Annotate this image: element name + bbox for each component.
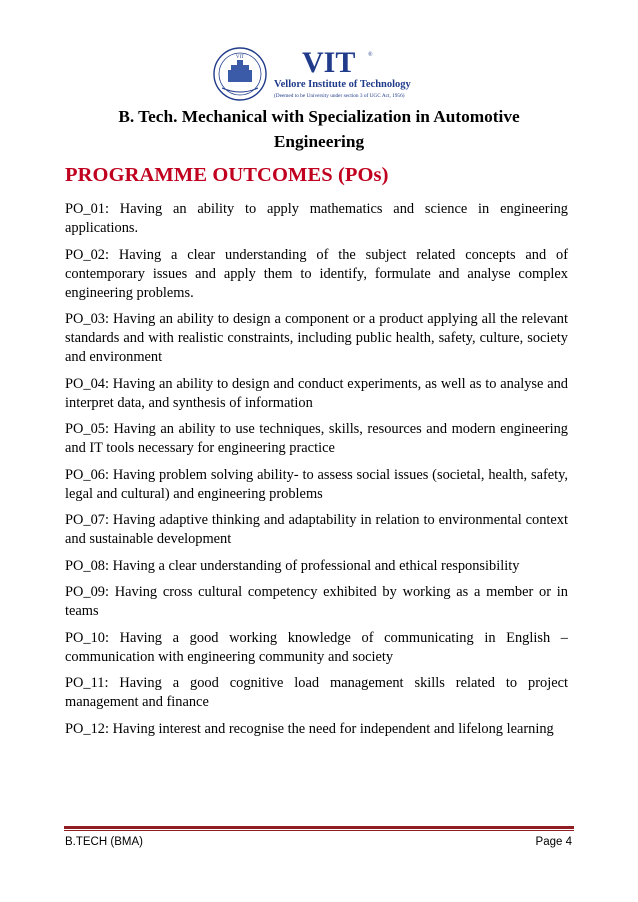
outcome-po-06: PO_06: Having problem solving ability- to assess social issues (societal, health, safety, legal and cultural) and engineering problems [65,466,568,502]
vit-seal-icon [214,48,266,100]
outcome-po-02: PO_02: Having a clear understanding of the subject related concepts and of contemporary issues and apply them to identify, formulate and analyse complex engineering problems. [65,246,568,301]
outcome-po-12: PO_12: Having interest and recognise the need for independent and lifelong learning [65,720,554,737]
outcome-po-07: PO_07: Having adaptive thinking and adaptability in relation to environmental context and sustainable development [65,512,568,547]
footer-program-code: B.TECH (BMA) [65,836,143,848]
outcome-po-04: PO_04: Having an ability to design and conduct experiments, as well as to analyse and interpret data, and synthesis of information [65,375,568,411]
footer-divider-thin [64,830,574,831]
outcome-po-01: PO_01: Having an ability to apply mathematics and science in engineering applications. [65,201,568,236]
outcome-po-11: PO_11: Having a good cognitive load management skills related to project management and finance [65,675,568,710]
document-title [64,104,574,154]
title-line-2: Engineering [273,132,365,151]
title-line-1: B. Tech. Mechanical with Specialization in Automotive [118,107,520,126]
footer-page-number: Page 4 [535,836,572,848]
seal-text: VIT [235,55,245,60]
outcome-po-10: PO_10: Having a good working knowledge of communicating in English – communication with engineering community and society [65,629,568,665]
institute-name: Vellore Institute of Technology [274,79,411,90]
outcome-po-09: PO_09: Having cross cultural competency exhibited by working as a member or in teams [65,584,568,619]
registered-mark: ® [368,52,373,58]
section-heading: PROGRAMME OUTCOMES (POs) [65,164,389,186]
footer-divider-thick [64,826,574,829]
outcomes-list [65,200,568,746]
outcome-po-08: PO_08: Having a clear understanding of professional and ethical responsibility [65,557,520,574]
outcome-po-05: PO_05: Having an ability to use techniques, skills, resources and modern engineering and IT tools necessary for engineering practice [65,421,568,456]
vit-logo [212,44,422,104]
outcome-po-03: PO_03: Having an ability to design a component or a product applying all the relevant standards and with realistic constraints, including public health, safety, culture, society and environment [65,311,568,365]
institute-tagline: (Deemed to be University under section 3 of UGC Act, 1956) [274,93,405,99]
vit-wordmark: VIT [302,46,356,79]
